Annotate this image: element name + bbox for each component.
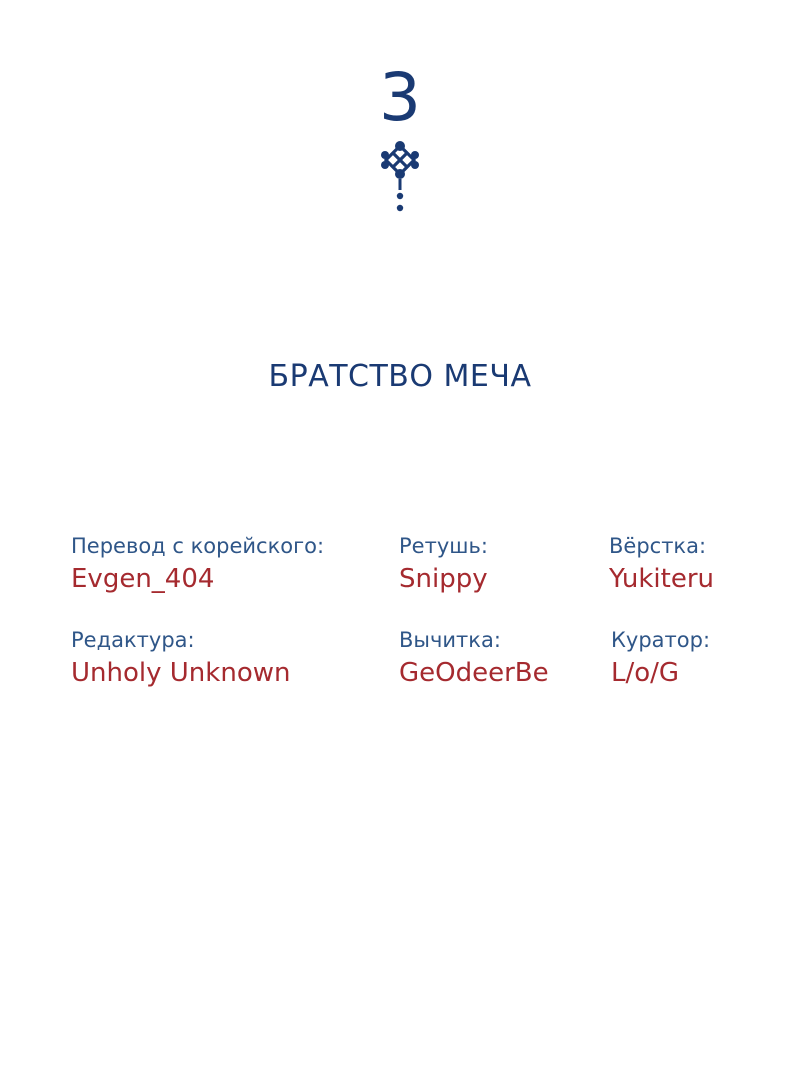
credit-name: Unholy Unknown: [71, 658, 291, 688]
chapter-title: БРАТСТВО МЕЧА: [268, 359, 532, 394]
credit-editing: [71, 626, 290, 691]
credit-curator: [611, 626, 710, 691]
endless-knot-icon: [376, 138, 424, 216]
credit-name: Evgen_404: [71, 564, 215, 594]
credit-name: GeOdeerBe: [399, 658, 549, 688]
credit-name: Snippy: [399, 564, 488, 594]
credit-translation: [71, 532, 324, 597]
credit-role: Куратор:: [611, 628, 711, 652]
credit-name: L/o/G: [611, 658, 680, 688]
credit-typesetting: [609, 532, 714, 597]
credit-proofreading: [399, 626, 549, 691]
credit-role: Вычитка:: [399, 628, 501, 652]
credit-role: Вёрстка:: [609, 534, 707, 558]
credit-role: Ретушь:: [399, 534, 488, 558]
credit-role: Перевод с корейского:: [71, 534, 325, 558]
credit-retouch: [399, 532, 488, 597]
credit-role: Редактура:: [71, 628, 195, 652]
credit-name: Yukiteru: [609, 564, 715, 594]
chapter-number: 3: [379, 59, 421, 136]
